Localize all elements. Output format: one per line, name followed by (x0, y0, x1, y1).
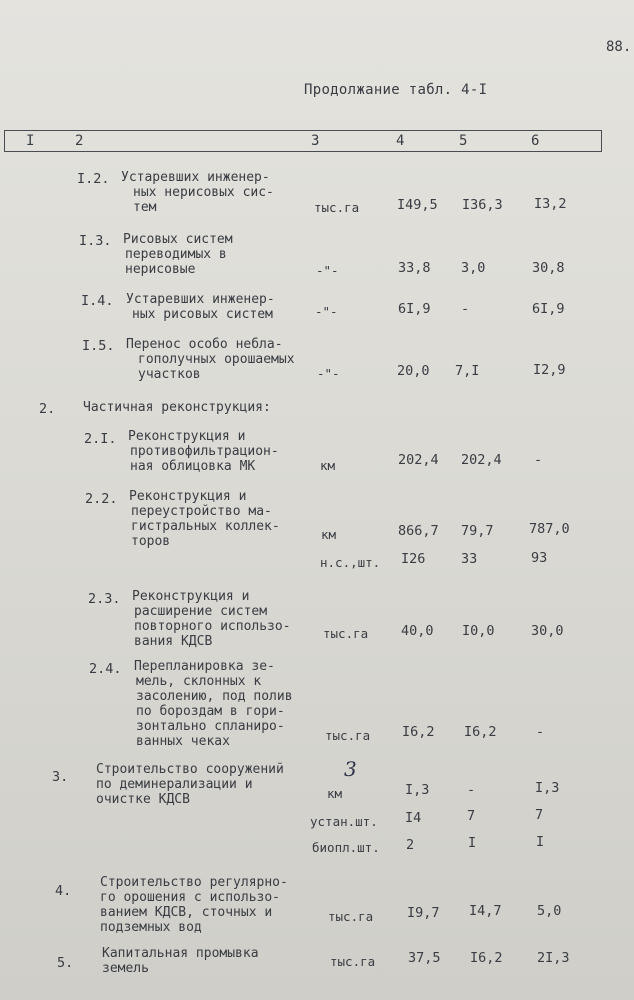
row-value-col6: 787,0 (529, 521, 570, 537)
row-text: Строительство сооружений по деминерализации и очистке КДСВ (96, 762, 284, 807)
column-header-6: 6 (531, 133, 540, 149)
row-value-col4: 37,5 (408, 950, 441, 966)
row-text: Реконструкция и переустройство ма- гистральных коллек- торов (129, 489, 280, 549)
row-value-col5: 202,4 (461, 452, 502, 468)
row-value-col4: I,3 (405, 782, 430, 798)
row-value-col6: - (534, 452, 543, 468)
handwritten-note: 3 (344, 757, 357, 781)
row-number: I.4. (81, 293, 114, 309)
row-unit: -"- (315, 304, 338, 319)
row-unit: тыс.га (325, 728, 371, 743)
column-header-1: I (26, 133, 35, 149)
row-value-col4: I9,7 (407, 905, 440, 921)
row-value-col6: 7 (535, 807, 544, 823)
row-unit: -"- (317, 366, 340, 381)
section-number: 4. (55, 883, 72, 899)
header-left-bar (4, 130, 5, 151)
row-value-col6: 30,0 (531, 623, 564, 639)
row-value-col5: I6,2 (470, 950, 503, 966)
section-title: Частичная реконструкция: (83, 400, 271, 415)
row-value-col6: - (536, 724, 545, 740)
row-text: Перенос особо небла- гополучных орошаемых участков (126, 337, 295, 382)
row-number: I.2. (77, 171, 110, 187)
row-value-col4: 2 (406, 837, 415, 853)
row-value-col4: 6I,9 (398, 301, 431, 317)
row-number: 2.4. (89, 661, 122, 677)
row-number: 2.2. (85, 491, 118, 507)
row-value-col6: 93 (531, 550, 548, 566)
row-value-col4: 40,0 (401, 623, 434, 639)
row-number: 2.I. (84, 431, 117, 447)
section-number: 2. (39, 401, 56, 417)
section-number: 3. (52, 769, 69, 785)
column-header-4: 4 (396, 133, 405, 149)
row-value-col4: I4 (405, 810, 422, 826)
row-text: Устаревших инженер- ных рисовых систем (126, 292, 275, 322)
row-value-col6: I2,9 (533, 362, 566, 378)
row-value-col4: I49,5 (397, 197, 438, 213)
page-number: 88. (606, 39, 632, 55)
header-bottom-rule (4, 151, 602, 152)
column-header-5: 5 (459, 133, 468, 149)
column-header-3: 3 (311, 133, 320, 149)
row-unit: тыс.га (314, 200, 360, 215)
row-value-col5: I6,2 (464, 724, 497, 740)
row-value-col4: 202,4 (398, 452, 439, 468)
row-value-col5: 33 (461, 551, 478, 567)
row-value-col5: - (461, 301, 470, 317)
row-unit: тыс.га (330, 954, 376, 969)
row-text: Рисовых систем переводимых в нерисовые (123, 232, 233, 277)
header-top-rule (4, 130, 602, 131)
row-value-col6: I3,2 (534, 196, 567, 212)
row-value-col6: 2I,3 (537, 950, 570, 966)
row-value-col5: 79,7 (461, 523, 494, 539)
row-value-col6: 6I,9 (532, 301, 565, 317)
row-value-col4: 866,7 (398, 523, 439, 539)
row-text: Реконструкция и расширение систем повторного использо- вания КДСВ (132, 589, 291, 649)
row-unit: км (327, 786, 343, 801)
row-value-col5: I36,3 (462, 197, 503, 213)
column-header-2: 2 (75, 133, 84, 149)
row-unit: биопл.шт. (312, 840, 380, 855)
row-text: Перепланировка зе- мель, склонных к засолению, под полив по бороздам в гори- зонтально спланиро- ванных чеках (134, 659, 293, 749)
row-unit: км (321, 527, 337, 542)
row-value-col5: 7 (467, 808, 476, 824)
row-value-col5: 7,I (455, 363, 480, 379)
row-text: Капитальная промывка земель (102, 946, 259, 976)
row-number: I.5. (82, 338, 115, 354)
row-value-col5: I (468, 835, 477, 851)
row-value-col4: 20,0 (397, 363, 430, 379)
row-value-col4: I6,2 (402, 724, 435, 740)
row-value-col5: - (467, 782, 476, 798)
row-unit: тыс.га (328, 909, 374, 924)
row-value-col5: 3,0 (461, 260, 486, 276)
row-number: 2.3. (88, 591, 121, 607)
header-right-bar (601, 130, 602, 151)
row-value-col6: I (536, 834, 545, 850)
row-value-col5: I4,7 (469, 903, 502, 919)
row-unit: н.с.,шт. (320, 555, 381, 570)
row-unit: тыс.га (323, 626, 369, 641)
row-value-col6: I,3 (535, 780, 560, 796)
table-caption: Продолжание табл. 4-I (304, 82, 488, 98)
row-number: I.3. (79, 233, 112, 249)
row-value-col5: I0,0 (462, 623, 495, 639)
row-unit: -"- (316, 263, 339, 278)
row-value-col6: 5,0 (537, 903, 562, 919)
row-value-col4: 33,8 (398, 260, 431, 276)
row-unit: устан.шт. (310, 814, 378, 829)
row-text: Строительство регулярно- го орошения с использо- ванием КДСВ, сточных и подземных вод (100, 875, 288, 935)
row-text: Устаревших инженер- ных нерисовых сис- тем (121, 170, 274, 215)
row-unit: км (320, 458, 336, 473)
row-text: Реконструкция и противофильтрацион- ная облицовка МК (128, 429, 279, 474)
row-value-col4: I26 (401, 551, 426, 567)
row-value-col6: 30,8 (532, 260, 565, 276)
section-number: 5. (57, 955, 74, 971)
